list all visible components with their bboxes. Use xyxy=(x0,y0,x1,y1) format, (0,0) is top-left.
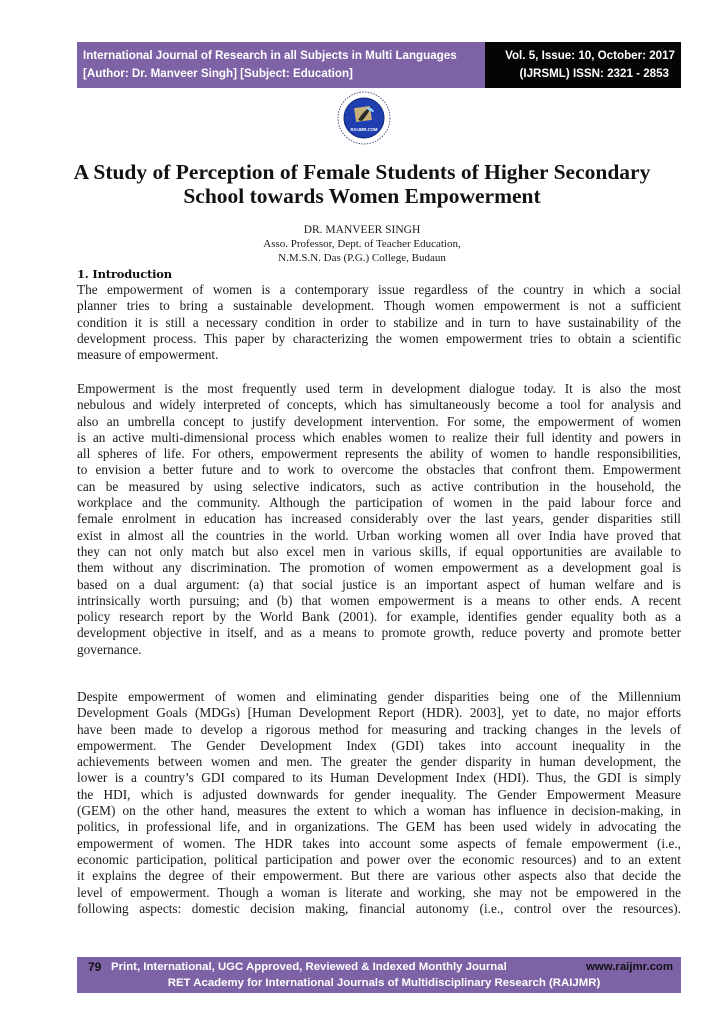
paragraph-2 xyxy=(77,381,681,658)
footer-tagline: Print, International, UGC Approved, Reviewed & Indexed Monthly Journal xyxy=(111,961,507,973)
author-affiliation-line-1: Asso. Professor, Dept. of Teacher Education, xyxy=(263,238,461,250)
text-line: The empowerment of women is a contemporary issue regardless of the country in which a social xyxy=(77,282,681,297)
text-line: empowerment of women. The HDR takes into account some aspects of female empowerment (i.e., xyxy=(77,835,681,851)
issn: (IJRSML) ISSN: 2321 - 2853 xyxy=(519,67,669,80)
journal-website-link[interactable]: www.raijmr.com xyxy=(586,961,673,973)
text-line: (GEM) on the other hand, measures the extent to which a woman has influence in decision-making, in xyxy=(77,803,681,819)
author-affiliation-line-2: N.M.S.N. Das (P.G.) College, Budaun xyxy=(278,252,446,264)
text-line: have been made to develop a rigorous method for measuring and tracking changes in the levels of xyxy=(77,721,681,737)
author-name: DR. MANVEER SINGH xyxy=(303,224,421,236)
text-line: based on a dual argument: (a) that social justice is an important aspect of human welfare and is xyxy=(77,576,681,592)
text-line: Development Goals (MDGs) [Human Development Report (HDR). 2003], yet to date, no major efforts xyxy=(77,705,681,721)
footer-row-1 xyxy=(77,959,681,975)
paragraph-3 xyxy=(77,689,681,917)
footer-publisher: RET Academy for International Journals of Multidisciplinary Research (RAIJMR) xyxy=(167,977,601,989)
article-title xyxy=(60,160,664,208)
text-line: level of empowerment. Though a woman is literate and working, she may not be empowered in the xyxy=(77,884,681,900)
text-line: achievements between women and men. The greater the gender disparity in human development, the xyxy=(77,754,681,770)
author-block xyxy=(60,223,664,265)
page-number: 79 xyxy=(88,960,102,974)
article-title-line-2: School towards Women Empowerment xyxy=(183,184,541,208)
text-line: condition it is still a necessary condition in order to stabilize and in turn to have sustainability of the xyxy=(77,314,681,330)
paragraph-1 xyxy=(77,282,681,363)
text-line: Despite empowerment of women and eliminating gender disparities being one of the Millennium xyxy=(77,689,681,704)
article-title-line-1: A Study of Perception of Female Students of Higher Secondary xyxy=(73,160,651,184)
text-line: workplace and the community. Although the participation of women in the paid labour force and xyxy=(77,495,681,511)
text-line: policy research report by the World Bank (2001). for example, identifies gender equality both as a xyxy=(77,609,681,625)
svg-text:RAIJMR.COM: RAIJMR.COM xyxy=(350,127,378,132)
text-line: governance. xyxy=(77,641,142,657)
section-heading: 1. Introduction xyxy=(77,267,172,281)
text-line: exist in almost all the countries in the world. Urban working women all over India have proved that xyxy=(77,527,681,543)
text-line: the HDI, which is adjusted downwards for gender inequality. The Gender Empowerment Measure xyxy=(77,786,681,802)
text-line: development objective in itself, and as a means to promote growth, reduce poverty and promote better xyxy=(77,625,681,641)
text-line: also an umbrella concept to justify development intervention. For some, the empowerment of women xyxy=(77,413,681,429)
text-line: economic participation, political participation and power over the economic resources) and to an extent xyxy=(77,851,681,867)
text-line: measure of empowerment. xyxy=(77,347,219,363)
text-line: development process. This paper by characterizing the women empowerment tries to obtain a scientific xyxy=(77,330,681,346)
text-line: female enrolment in education has increased considerably over the last years, gender disparities still xyxy=(77,511,681,527)
text-line: lower is a country’s GDI compared to its Human Development Index (HDI). Thus, the GDI is simply xyxy=(77,770,681,786)
text-line: Empowerment is the most frequently used term in development dialogue today. It is also the most xyxy=(77,381,681,396)
text-line: empowerment. The Gender Development Index (GDI) takes into account inequality in the xyxy=(77,737,681,753)
text-line: it explains the degree of their empowerment. But there are various other aspects also that decide the xyxy=(77,868,681,884)
text-line: to envision a better future and to work to overcome the obstacles that confront them. Empowerment xyxy=(77,462,681,478)
raijmr-seal-logo-icon xyxy=(336,90,392,146)
journal-header-left xyxy=(77,42,485,88)
volume-issue: Vol. 5, Issue: 10, October: 2017 xyxy=(505,49,675,62)
text-line: is an active multi-dimensional process which enables women to realize their full identity and powers in xyxy=(77,429,681,445)
text-line: them without any discrimination. The promotion of women empowerment as a development goal is xyxy=(77,560,681,576)
text-line: planner tries to bring a sustainable development. Though women empowerment is not a sufficient xyxy=(77,298,681,314)
text-line: all spheres of life. For others, empowerment represents the ability of women to handle responsibilities, xyxy=(77,446,681,462)
author-subject: [Author: Dr. Manveer Singh] [Subject: Education] xyxy=(83,67,353,80)
journal-footer xyxy=(77,957,681,993)
journal-name: International Journal of Research in all Subjects in Multi Languages xyxy=(83,49,457,62)
text-line: can be measured by using selective indicators, such as active contribution in the household, the xyxy=(77,478,681,494)
text-line: intrinsically worth pursuing; and (b) that women empowerment is a means to other ends. A recent xyxy=(77,592,681,608)
text-line: nebulous and widely interpreted of concepts, which has simultaneously become a tool for analysis and xyxy=(77,397,681,413)
journal-header xyxy=(77,42,681,88)
text-line: they can not only match but also excel men in various skills, if equal opportunities are available to xyxy=(77,543,681,559)
text-line: politics, in professional life, and in organizations. The GEM has been used widely in advocating the xyxy=(77,819,681,835)
journal-header-right xyxy=(485,42,681,88)
text-line: following aspects: domestic decision making, financial autonomy (i.e., control over the resources). xyxy=(77,900,681,916)
